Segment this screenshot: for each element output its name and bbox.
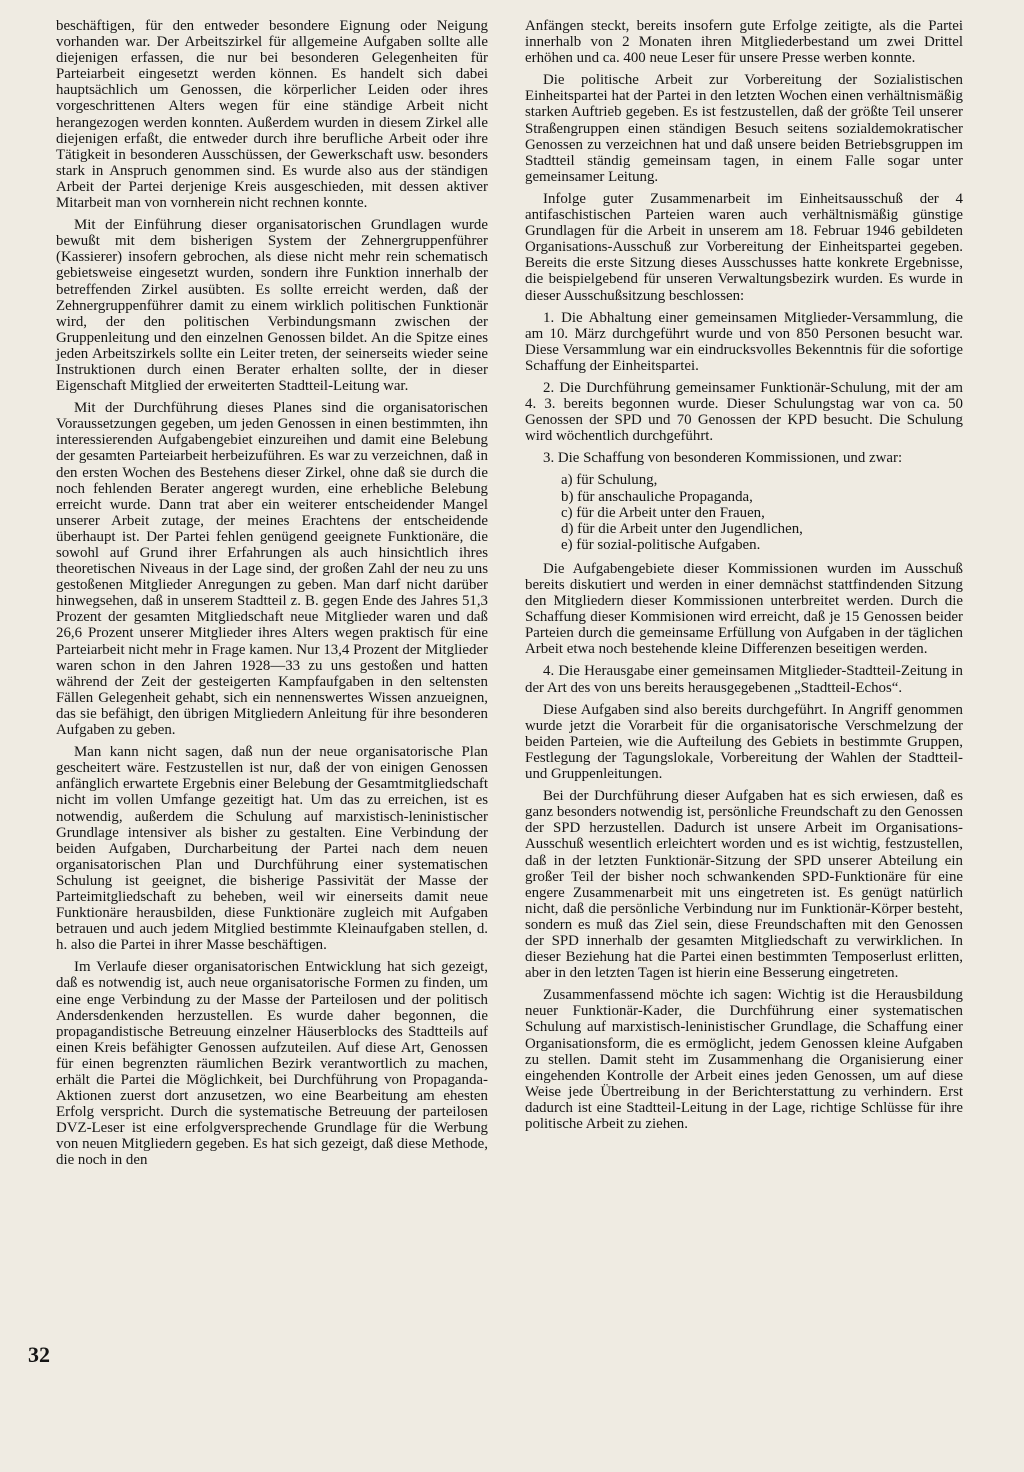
right-paragraph-6: Bei der Durchführung dieser Aufgaben hat es sich erwiesen, daß es ganz besonders notwendig ist, persönliche Freundschaft zu den Genossen der SPD herzustellen. Dadurch ist unsere Arbeit im Organisations-Ausschuß wesentlich erleichtert worden und es ist wichtig, festzustellen, daß in der letzten Funktionär-Sitzung der SPD unserer Abteilung ein großer Teil der bisher noch schwankenden SPD-Funktionäre für eine engere Zusammenarbeit mit uns eingetreten ist. Es genügt natürlich nicht, daß die persönliche Verbindung nur im Funktionär-Körper besteht, sondern es muß das Ziel sein, diese Freundschaften mit den Genossen der SPD innerhalb der gesamten Mitgliedschaft zu verwirklichen. In dieser Beziehung hat die Partei einen bestimmten Temposerlust erlitten, aber in den letzten Tagen ist hierin eine Besserung eingetreten. [525,788,963,982]
left-column [56,18,488,1175]
right-paragraph-7: Zusammenfassend möchte ich sagen: Wichtig ist die Herausbildung neuer Funktionär-Kader, die Durchführung einer systematischen Schulung auf marxistisch-leninistischer Grundlage, die Schaffung einer Organisationsform, die es ermöglicht, jedem Genossen kleine Aufgaben zu stellen. Damit steht im Zusammenhang die Organisierung einer eingehenden Kontrolle der Arbeit eines jeden Genossen, um auf diese Weise jede Übertreibung in der Berichterstattung zu verhindern. Erst dadurch ist eine Stadtteil-Leitung in der Lage, richtige Schlüsse für ihre politische Arbeit zu ziehen. [525,987,963,1132]
resolution-item-2: 2. Die Durchführung gemeinsamer Funktionär-Schulung, mit der am 4. 3. bereits begonnen wurde. Dieser Schulungstag war von ca. 50 Genossen der SPD und 70 Genossen der KPD besucht. Die Schulung wird wöchentlich durchgeführt. [525,379,963,445]
page-number: 32 [28,1342,50,1367]
left-paragraph-3: Mit der Durchführung dieses Planes sind die organisatorischen Voraussetzungen gegeben, um jeden Genossen in einen bestimmten, ihn interessierenden Aufgabengebiet einzureihen und damit eine Belebung der gesamten Parteiarbeit herbeizuführen. Es war zu verzeichnen, daß in den ersten Wochen des Bestehens dieser Zirkel, ohne daß sie durch die noch fehlenden Berater angeregt wurden, eine erhebliche Belebung erreicht wurde. Dann trat aber ein weiterer entscheidender Mangel unserer Arbeit zutage, der meines Erachtens der entscheidende überhaupt ist. Der Partei fehlen genügend geeignete Funktionäre, die sowohl auf Grund ihrer Erfahrungen als auch hinsichtlich ihres theoretischen Niveaus in der Lage sind, der großen Zahl der neu zu uns gestoßenen Mitglieder Anregungen zu geben. Man darf nicht darüber hinwegsehen, daß in unserem Stadtteil z. B. gegen Ende des Jahres 51,3 Prozent der gesamten Mitgliedschaft neue Mitglieder waren und daß 26,6 Prozent unserer Mitglieder ihres Alters wegen praktisch für eine Parteiarbeit nicht mehr in Frage kamen. Nur 13,4 Prozent der Mitglieder waren schon in den Jahren 1928—33 zu uns gestoßen und hatten während der Zeit der gesteigerten Kampfaufgaben in den seltensten Fällen Gelegenheit gehabt, sich ein nennenswertes Wissen anzueignen, das sie befähigt, den übrigen Mitgliedern Anleitung für ihre besonderen Aufgaben zu geben. [56,400,488,739]
left-paragraph-4: Man kann nicht sagen, daß nun der neue organisatorische Plan gescheitert wäre. Festzustellen ist nur, daß der von einigen Genossen anfänglich erwartete Ergebnis einer Belebung der Gesamtmitgliedschaft nicht im vollen Umfange gezeitigt hat. Um das zu erreichen, ist es notwendig, außerdem die Schulung auf marxistisch-leninistischer Grundlage intensiver als bisher zu gestalten. Eine Verbindung der beiden Aufgaben, Durcharbeitung der Partei nach dem neuen organisatorischen Plan und Durchführung einer systematischen Schulung ist geeignet, die bisherige Passivität der Masse der Parteimitgliedschaft zu beheben, weil wir einerseits damit neue Funktionäre herausbilden, diese Funktionäre zugleich mit Aufgaben betrauen und auch jedem Mitglied bestimmte Kleinaufgaben stellen, d. h. also die Partei in ihrer Masse beschäftigen. [56,744,488,954]
commission-item: a) für Schulung, [561,472,658,489]
commission-item: b) für anschauliche Propaganda, [561,488,753,505]
left-paragraph-1: beschäftigen, für den entweder besondere Eignung oder Neigung vorhanden war. Der Arbeitszirkel für allgemeine Aufgaben sollte alle diejenigen erfassen, die nur bei besonderen Gelegenheiten für Parteiarbeit eingesetzt werden können. Es handelt sich dabei hauptsächlich um Genossen, die körperlicher Leiden oder ihres vorgeschrittenen Alters wegen für eine ständige Arbeit nicht herangezogen werden konnten. Außerdem wurden in diesem Zirkel alle diejenigen erfaßt, die entweder durch ihre berufliche Arbeit oder ihre Tätigkeit in besonderen Ausschüssen, der Gewerkschaft usw. besonders stark in Anspruch genommen sind. Es wurde also aus der ständigen Arbeit der Partei derjenige Kreis ausgeschieden, mit dessen aktiver Mitarbeit man von vornherein nicht rechnen konnte. [56,18,488,212]
left-paragraph-5: Im Verlaufe dieser organisatorischen Entwicklung hat sich gezeigt, daß es notwendig ist, auch neue organisatorische Formen zu finden, um eine enge Verbindung zu der Masse der Parteilosen und der politisch Andersdenkenden herzustellen. Es wurde daher begonnen, die propagandistische Betreuung einzelner Häuserblocks des Stadtteils auf einen Kreis befähigter Genossen aufzuteilen. Auf diese Art, Genossen für einen begrenzten räumlichen Bezirk verantwortlich zu machen, erhält die Partei die Möglichkeit, bei Durchführung von Propaganda-Aktionen zuerst dort anzusetzen, wo eine Bearbeitung am ehesten Erfolg verspricht. Durch die systematische Betreuung der parteilosen DVZ-Leser ist eine erfolgversprechende Grundlage für die Werbung von neuen Mitgliedern gegeben. Es hat sich gezeigt, daß diese Methode, die noch in den [56,959,488,1169]
right-paragraph-1: Anfängen steckt, bereits insofern gute Erfolge zeitigte, als die Partei innerhalb von 2 Monaten ihren Mitgliederbestand um zwei Drittel erhöhen und ca. 400 neue Leser für unsere Presse werben konnte. [525,18,963,67]
commission-item: d) für die Arbeit unter den Jugendlichen, [561,520,803,537]
resolution-item-1: 1. Die Abhaltung einer gemeinsamen Mitglieder-Versammlung, die am 10. März durchgeführt wurde und von 850 Personen besucht war. Diese Versammlung war ein eindrucksvolles Bekenntnis für die sofortige Schaffung der Einheitspartei. [525,309,963,374]
resolution-item-4: 4. Die Herausgabe einer gemeinsamen Mitglieder-Stadtteil-Zeitung in der Art des von uns bereits herausgegebenen „Stadtteil-Echos“. [525,663,963,696]
right-paragraph-3: Infolge guter Zusammenarbeit im Einheitsausschuß der 4 antifaschistischen Parteien waren auch verhältnismäßig günstige Grundlagen für die Arbeit in unserem am 18. Februar 1946 gebildeten Organisations-Ausschuß zur Vorbereitung der Einheitspartei gegeben. Bereits die erste Sitzung dieses Ausschusses hatte konkrete Ergebnisse, die beispielgebend für unseren Verwaltungsbezirk wurden. Es wurde in dieser Ausschußsitzung beschlossen: [525,190,963,304]
right-paragraph-2: Die politische Arbeit zur Vorbereitung der Sozialistischen Einheitspartei hat der Partei in den letzten Wochen einen verhältnismäßig starken Auftrieb gegeben. Es ist festzustellen, daß der größte Teil unserer Straßengruppen einen ständigen Besuch seitens sozialdemokratischer Genossen zu verzeichnen hat und daß unsere beiden Betriebsgruppen im Stadtteil ständig gemeinsam tagen, in einem Falle sogar unter gemeinsamer Leitung. [525,72,963,185]
resolution-item-3: 3. Die Schaffung von besonderen Kommissionen, und zwar: [543,450,903,467]
left-paragraph-2: Mit der Einführung dieser organisatorischen Grundlagen wurde bewußt mit dem bisherigen System der Zehnergruppenführer (Kassierer) insofern gebrochen, als diese nicht mehr rein schematisch gebietsweise eingesetzt wurden, sondern ihre Funktion innerhalb der betreffenden Zirkel ausübten. Es sollte erreicht werden, daß der Zehnergruppenführer damit zu einem wirklich politischen Funktionär wird, der den politischen Verbindungsmann zwischen der Gruppenleitung und den einzelnen Genossen bildet. An die Spitze eines jeden Arbeitszirkels sollte ein Leiter treten, der seinerseits wieder seine Instruktionen durch einen Berater erhalten sollte, der in dieser Eigenschaft Mitglied der erweiterten Stadtteil-Leitung war. [56,217,488,395]
commission-item: c) für die Arbeit unter den Frauen, [561,504,765,521]
commission-item: e) für sozial-politische Aufgaben. [561,536,761,553]
right-paragraph-5: Diese Aufgaben sind also bereits durchgeführt. In Angriff genommen wurde jetzt die Vorarbeit für die organisatorische Verschmelzung der beiden Parteien, wie die Aufteilung des Gebiets in bestimmte Gruppen, Festlegung der Tagungslokale, Vorbereitung der Wahlen der Stadtteil- und Gruppenleitungen. [525,701,963,783]
right-column [525,18,963,1138]
commission-list [525,472,963,552]
right-paragraph-4: Die Aufgabengebiete dieser Kommissionen wurden im Ausschuß bereits diskutiert und werden in einer demnächst stattfindenden Sitzung den Mitgliedern dieser Kommissionen unterbreitet werden. Durch die Schaffung dieser Kommisionen wird erreicht, daß je 15 Genossen beider Parteien durch die gemeinsame Erfüllung von Aufgaben in der täglichen Arbeit etwa noch bestehende kleine Differenzen beseitigen werden. [525,560,963,658]
